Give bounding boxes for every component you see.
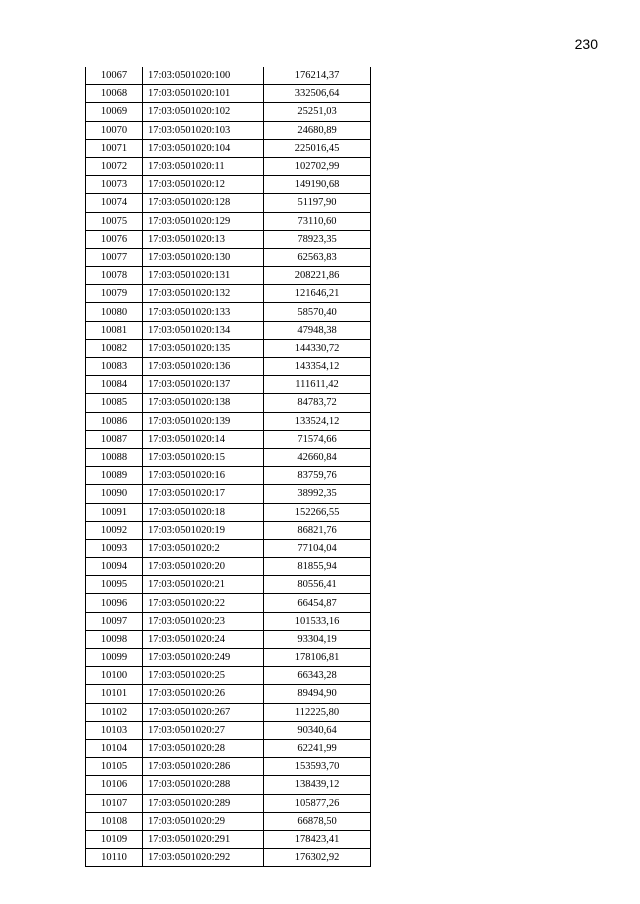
table-row <box>86 67 371 85</box>
row-number-cell: 10076 <box>86 230 143 248</box>
cadastral-value-cell: 80556,41 <box>264 576 371 594</box>
cadastral-number-cell: 17:03:0501020:25 <box>143 667 264 685</box>
row-number-cell: 10080 <box>86 303 143 321</box>
table-row <box>86 448 371 466</box>
cadastral-number-cell: 17:03:0501020:24 <box>143 630 264 648</box>
table-row <box>86 685 371 703</box>
cadastral-value-cell: 178106,81 <box>264 649 371 667</box>
table-body <box>86 67 371 867</box>
row-number-cell: 10089 <box>86 467 143 485</box>
table-row <box>86 212 371 230</box>
cadastral-number-cell: 17:03:0501020:289 <box>143 794 264 812</box>
table-row <box>86 576 371 594</box>
cadastral-value-cell: 144330,72 <box>264 339 371 357</box>
cadastral-number-cell: 17:03:0501020:21 <box>143 576 264 594</box>
table-row <box>86 194 371 212</box>
table-row <box>86 849 371 867</box>
table-row <box>86 649 371 667</box>
cadastral-number-cell: 17:03:0501020:104 <box>143 139 264 157</box>
cadastral-value-cell: 71574,66 <box>264 430 371 448</box>
cadastral-number-cell: 17:03:0501020:291 <box>143 830 264 848</box>
cadastral-number-cell: 17:03:0501020:292 <box>143 849 264 867</box>
table-row <box>86 776 371 794</box>
table-row <box>86 667 371 685</box>
cadastral-value-cell: 84783,72 <box>264 394 371 412</box>
table-row <box>86 594 371 612</box>
row-number-cell: 10081 <box>86 321 143 339</box>
cadastral-number-cell: 17:03:0501020:128 <box>143 194 264 212</box>
row-number-cell: 10067 <box>86 67 143 85</box>
table-row <box>86 539 371 557</box>
cadastral-number-cell: 17:03:0501020:101 <box>143 85 264 103</box>
cadastral-value-cell: 153593,70 <box>264 758 371 776</box>
row-number-cell: 10103 <box>86 721 143 739</box>
table-row <box>86 121 371 139</box>
row-number-cell: 10072 <box>86 157 143 175</box>
row-number-cell: 10069 <box>86 103 143 121</box>
cadastral-number-cell: 17:03:0501020:130 <box>143 248 264 266</box>
row-number-cell: 10107 <box>86 794 143 812</box>
cadastral-number-cell: 17:03:0501020:288 <box>143 776 264 794</box>
cadastral-value-cell: 51197,90 <box>264 194 371 212</box>
row-number-cell: 10096 <box>86 594 143 612</box>
cadastral-value-cell: 111611,42 <box>264 376 371 394</box>
table-row <box>86 321 371 339</box>
cadastral-value-cell: 178423,41 <box>264 830 371 848</box>
cadastral-number-cell: 17:03:0501020:138 <box>143 394 264 412</box>
cadastral-number-cell: 17:03:0501020:139 <box>143 412 264 430</box>
table-row <box>86 267 371 285</box>
row-number-cell: 10090 <box>86 485 143 503</box>
table-row <box>86 503 371 521</box>
cadastral-value-cell: 42660,84 <box>264 448 371 466</box>
cadastral-value-cell: 332506,64 <box>264 85 371 103</box>
row-number-cell: 10104 <box>86 739 143 757</box>
row-number-cell: 10097 <box>86 612 143 630</box>
cadastral-value-cell: 66878,50 <box>264 812 371 830</box>
table-row <box>86 85 371 103</box>
cadastral-value-cell: 62241,99 <box>264 739 371 757</box>
table-row <box>86 758 371 776</box>
cadastral-number-cell: 17:03:0501020:28 <box>143 739 264 757</box>
table-row <box>86 630 371 648</box>
row-number-cell: 10110 <box>86 849 143 867</box>
cadastral-number-cell: 17:03:0501020:102 <box>143 103 264 121</box>
table-row <box>86 612 371 630</box>
row-number-cell: 10085 <box>86 394 143 412</box>
cadastral-number-cell: 17:03:0501020:11 <box>143 157 264 175</box>
cadastral-value-cell: 90340,64 <box>264 721 371 739</box>
cadastral-value-cell: 58570,40 <box>264 303 371 321</box>
cadastral-value-cell: 73110,60 <box>264 212 371 230</box>
table-row <box>86 303 371 321</box>
row-number-cell: 10075 <box>86 212 143 230</box>
table-row <box>86 394 371 412</box>
page-number: 230 <box>574 36 598 52</box>
row-number-cell: 10083 <box>86 358 143 376</box>
cadastral-value-cell: 83759,76 <box>264 467 371 485</box>
row-number-cell: 10099 <box>86 649 143 667</box>
row-number-cell: 10095 <box>86 576 143 594</box>
row-number-cell: 10068 <box>86 85 143 103</box>
table-row <box>86 248 371 266</box>
cadastral-value-cell: 38992,35 <box>264 485 371 503</box>
cadastral-value-cell: 138439,12 <box>264 776 371 794</box>
cadastral-value-cell: 77104,04 <box>264 539 371 557</box>
cadastral-number-cell: 17:03:0501020:286 <box>143 758 264 776</box>
table-row <box>86 703 371 721</box>
cadastral-value-cell: 208221,86 <box>264 267 371 285</box>
cadastral-number-cell: 17:03:0501020:17 <box>143 485 264 503</box>
row-number-cell: 10100 <box>86 667 143 685</box>
table-row <box>86 285 371 303</box>
cadastral-number-cell: 17:03:0501020:22 <box>143 594 264 612</box>
table-row <box>86 794 371 812</box>
cadastral-value-cell: 89494,90 <box>264 685 371 703</box>
row-number-cell: 10101 <box>86 685 143 703</box>
cadastral-value-cell: 121646,21 <box>264 285 371 303</box>
row-number-cell: 10109 <box>86 830 143 848</box>
cadastral-value-cell: 101533,16 <box>264 612 371 630</box>
cadastral-number-cell: 17:03:0501020:20 <box>143 558 264 576</box>
cadastral-number-cell: 17:03:0501020:131 <box>143 267 264 285</box>
table-row <box>86 430 371 448</box>
cadastral-number-cell: 17:03:0501020:12 <box>143 176 264 194</box>
row-number-cell: 10078 <box>86 267 143 285</box>
row-number-cell: 10098 <box>86 630 143 648</box>
row-number-cell: 10086 <box>86 412 143 430</box>
cadastral-number-cell: 17:03:0501020:13 <box>143 230 264 248</box>
cadastral-value-cell: 152266,55 <box>264 503 371 521</box>
table-row <box>86 230 371 248</box>
cadastral-number-cell: 17:03:0501020:16 <box>143 467 264 485</box>
cadastral-value-table <box>85 67 371 867</box>
table-row <box>86 558 371 576</box>
cadastral-number-cell: 17:03:0501020:249 <box>143 649 264 667</box>
table-row <box>86 412 371 430</box>
cadastral-value-cell: 25251,03 <box>264 103 371 121</box>
table-row <box>86 739 371 757</box>
cadastral-value-cell: 24680,89 <box>264 121 371 139</box>
row-number-cell: 10071 <box>86 139 143 157</box>
cadastral-number-cell: 17:03:0501020:18 <box>143 503 264 521</box>
row-number-cell: 10070 <box>86 121 143 139</box>
table-row <box>86 157 371 175</box>
table-row <box>86 830 371 848</box>
row-number-cell: 10093 <box>86 539 143 557</box>
cadastral-value-cell: 66454,87 <box>264 594 371 612</box>
cadastral-value-cell: 78923,35 <box>264 230 371 248</box>
table-row <box>86 467 371 485</box>
row-number-cell: 10088 <box>86 448 143 466</box>
table-row <box>86 376 371 394</box>
cadastral-number-cell: 17:03:0501020:129 <box>143 212 264 230</box>
cadastral-value-cell: 133524,12 <box>264 412 371 430</box>
cadastral-value-cell: 143354,12 <box>264 358 371 376</box>
table-row <box>86 812 371 830</box>
table-row <box>86 521 371 539</box>
table-row <box>86 485 371 503</box>
cadastral-value-cell: 112225,80 <box>264 703 371 721</box>
cadastral-number-cell: 17:03:0501020:135 <box>143 339 264 357</box>
table-row <box>86 103 371 121</box>
cadastral-number-cell: 17:03:0501020:14 <box>143 430 264 448</box>
cadastral-value-cell: 225016,45 <box>264 139 371 157</box>
cadastral-value-cell: 102702,99 <box>264 157 371 175</box>
cadastral-value-cell: 86821,76 <box>264 521 371 539</box>
table-row <box>86 139 371 157</box>
row-number-cell: 10079 <box>86 285 143 303</box>
cadastral-value-cell: 105877,26 <box>264 794 371 812</box>
row-number-cell: 10091 <box>86 503 143 521</box>
row-number-cell: 10084 <box>86 376 143 394</box>
cadastral-value-cell: 176214,37 <box>264 67 371 85</box>
cadastral-value-cell: 47948,38 <box>264 321 371 339</box>
row-number-cell: 10073 <box>86 176 143 194</box>
row-number-cell: 10108 <box>86 812 143 830</box>
cadastral-number-cell: 17:03:0501020:137 <box>143 376 264 394</box>
cadastral-value-cell: 149190,68 <box>264 176 371 194</box>
cadastral-number-cell: 17:03:0501020:132 <box>143 285 264 303</box>
cadastral-number-cell: 17:03:0501020:100 <box>143 67 264 85</box>
cadastral-number-cell: 17:03:0501020:29 <box>143 812 264 830</box>
cadastral-value-cell: 176302,92 <box>264 849 371 867</box>
cadastral-number-cell: 17:03:0501020:23 <box>143 612 264 630</box>
cadastral-number-cell: 17:03:0501020:26 <box>143 685 264 703</box>
cadastral-value-cell: 62563,83 <box>264 248 371 266</box>
cadastral-number-cell: 17:03:0501020:19 <box>143 521 264 539</box>
row-number-cell: 10102 <box>86 703 143 721</box>
row-number-cell: 10094 <box>86 558 143 576</box>
row-number-cell: 10105 <box>86 758 143 776</box>
cadastral-number-cell: 17:03:0501020:267 <box>143 703 264 721</box>
table-row <box>86 339 371 357</box>
row-number-cell: 10082 <box>86 339 143 357</box>
table-row <box>86 721 371 739</box>
cadastral-value-cell: 81855,94 <box>264 558 371 576</box>
cadastral-number-cell: 17:03:0501020:134 <box>143 321 264 339</box>
row-number-cell: 10092 <box>86 521 143 539</box>
table-row <box>86 358 371 376</box>
cadastral-number-cell: 17:03:0501020:136 <box>143 358 264 376</box>
cadastral-number-cell: 17:03:0501020:27 <box>143 721 264 739</box>
row-number-cell: 10074 <box>86 194 143 212</box>
row-number-cell: 10087 <box>86 430 143 448</box>
row-number-cell: 10106 <box>86 776 143 794</box>
cadastral-number-cell: 17:03:0501020:103 <box>143 121 264 139</box>
cadastral-number-cell: 17:03:0501020:2 <box>143 539 264 557</box>
cadastral-number-cell: 17:03:0501020:133 <box>143 303 264 321</box>
cadastral-value-cell: 66343,28 <box>264 667 371 685</box>
cadastral-value-cell: 93304,19 <box>264 630 371 648</box>
row-number-cell: 10077 <box>86 248 143 266</box>
cadastral-number-cell: 17:03:0501020:15 <box>143 448 264 466</box>
table-row <box>86 176 371 194</box>
